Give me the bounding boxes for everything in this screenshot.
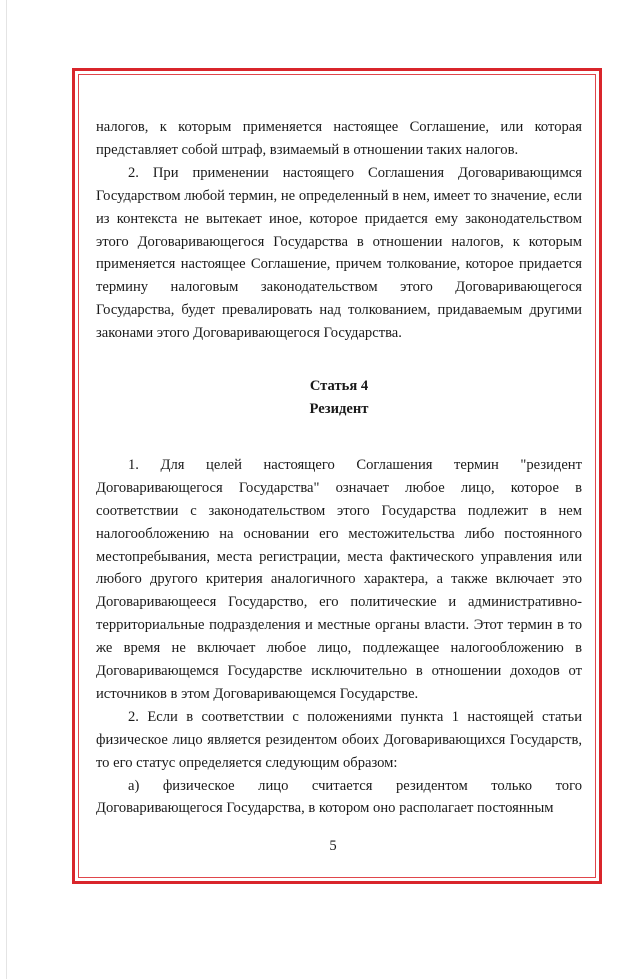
document-body [96,116,582,820]
article-title: Резидент [309,400,369,417]
paragraph-article-item-2: 2. Если в соответствии с положениями пункта 1 настоящей статьи физическое лицо является резидентом обоих Договаривающихся Государств, то его статус определяется следующим образом: [96,708,582,771]
page-edge-line [6,0,7,979]
page-number: 5 [329,838,337,854]
paragraph-article-subitem-a: а) физическое лицо считается резидентом только того Договаривающегося Государства, в котором оно располагает постоянным [96,777,582,817]
article-number: Статья 4 [309,378,369,395]
paragraph-article-item-1: 1. Для целей настоящего Соглашения термин "резидент Договаривающегося Государства" означает любое лицо, которое в соответствии с законодательством этого Государства подлежит в нем налогообложению на основании его местожительства либо постоянного местопребывания, места регистрации, места фактического управления или любого другого критерия аналогичного характера, а также включает это Договаривающееся Государство, его политические и административно-территориальные подразделения и местные органы власти. Этот термин в то же время не включает любое лицо, подлежащее налогообложению в Договаривающемся Государстве исключительно в отношении доходов от источников в этом Договаривающемся Государстве. [96,456,582,702]
paragraph-item-2: 2. При применении настоящего Соглашения Договаривающимся Государством любой термин, не определенный в нем, имеет то значение, если из контекста не вытекает иное, которое придается ему законодательством этого Договаривающегося Государства в отношении налогов, к которым применяется настоящее Соглашение, причем толкование, которое придается термину налоговым законодательством этого Договаривающегося Государства, будет превалировать над толкованием, придаваемым другими законами этого Договаривающегося Государства. [96,164,582,342]
paragraph-continuation: налогов, к которым применяется настоящее Соглашение, или которая представляет собой штраф, взимаемый в отношении таких налогов. [96,119,582,158]
